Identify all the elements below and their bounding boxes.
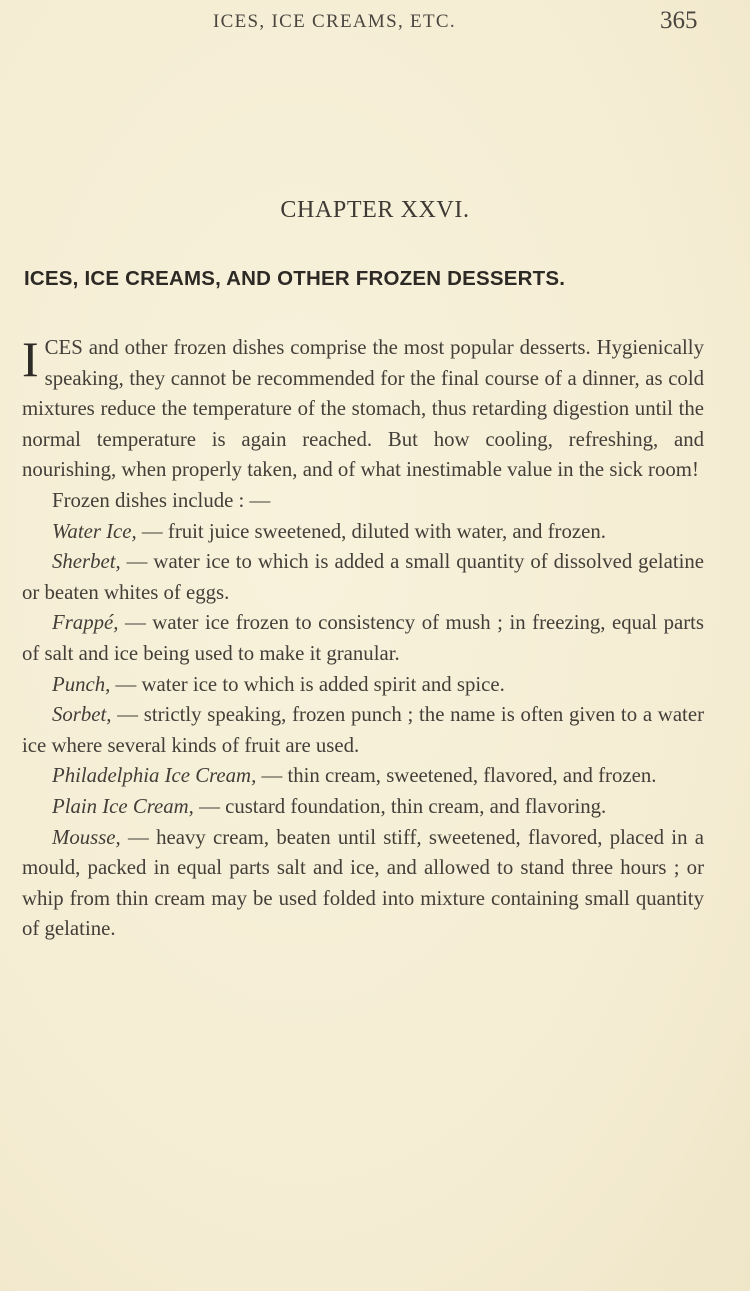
definition-text: — fruit juice sweetened, diluted with water, and frozen. [136, 519, 606, 543]
definition-term: Punch, [52, 672, 111, 696]
definition-text: — strictly speaking, frozen punch ; the name is often given to a water ice where several kinds of fruit are used. [22, 703, 704, 757]
intro-text: CES and other frozen dishes comprise the most popular desserts. Hygienically speaking, they cannot be recommended for the final course of a dinner, as cold mixtures reduce the temperature of the stomach, thus retarding digestion until the normal temperature is again reached. But how cooling, refreshing, and nourishing, when properly taken, and of what inestimable value in the sick room! [22, 336, 704, 482]
definition-sherbet [22, 547, 704, 608]
definition-term: Plain Ice Cream, [52, 794, 194, 818]
intro-paragraph [22, 333, 704, 486]
list-intro: Frozen dishes include : — [52, 488, 271, 512]
running-title: ICES, ICE CREAMS, ETC. [213, 11, 456, 32]
definition-text: — heavy cream, beaten until stiff, sweetened, flavored, placed in a mould, packed in equal parts salt and ice, and allowed to stand three hours ; or whip from thin cream may be used folded into mixture containing small quantity of gelatine. [22, 825, 704, 941]
definition-text: — custard foundation, thin cream, and flavoring. [193, 794, 607, 818]
page-number: 365 [660, 7, 698, 34]
definition-water-ice [22, 517, 704, 548]
definition-punch [22, 670, 704, 701]
chapter-subheading: ICES, ICE CREAMS, AND OTHER FROZEN DESSERTS. [24, 267, 566, 290]
definition-term: Mousse, [52, 825, 121, 849]
running-head [0, 6, 750, 40]
definition-frappe [22, 608, 704, 669]
definition-philadelphia-ice-cream [22, 761, 704, 792]
definition-mousse [22, 823, 704, 945]
definition-term: Frappé, [52, 611, 119, 635]
definition-text: — water ice frozen to consistency of mush ; in freezing, equal parts of salt and ice being used to make it granular. [22, 611, 704, 665]
definition-text: — thin cream, sweetened, flavored, and frozen. [256, 764, 657, 788]
body-text [22, 333, 704, 945]
definition-term: Sherbet, [52, 550, 121, 574]
definition-sorbet [22, 700, 704, 761]
definition-term: Water Ice, [52, 519, 137, 543]
definition-text: — water ice to which is added spirit and spice. [110, 672, 505, 696]
chapter-heading: CHAPTER XXVI. [280, 197, 470, 223]
drop-cap: I [22, 331, 39, 387]
definition-plain-ice-cream [22, 792, 704, 823]
definition-term: Sorbet, [52, 703, 112, 727]
definition-text: — water ice to which is added a small quantity of dissolved gelatine or beaten whites of eggs. [22, 550, 704, 604]
definition-term: Philadelphia Ice Cream, [52, 764, 257, 788]
